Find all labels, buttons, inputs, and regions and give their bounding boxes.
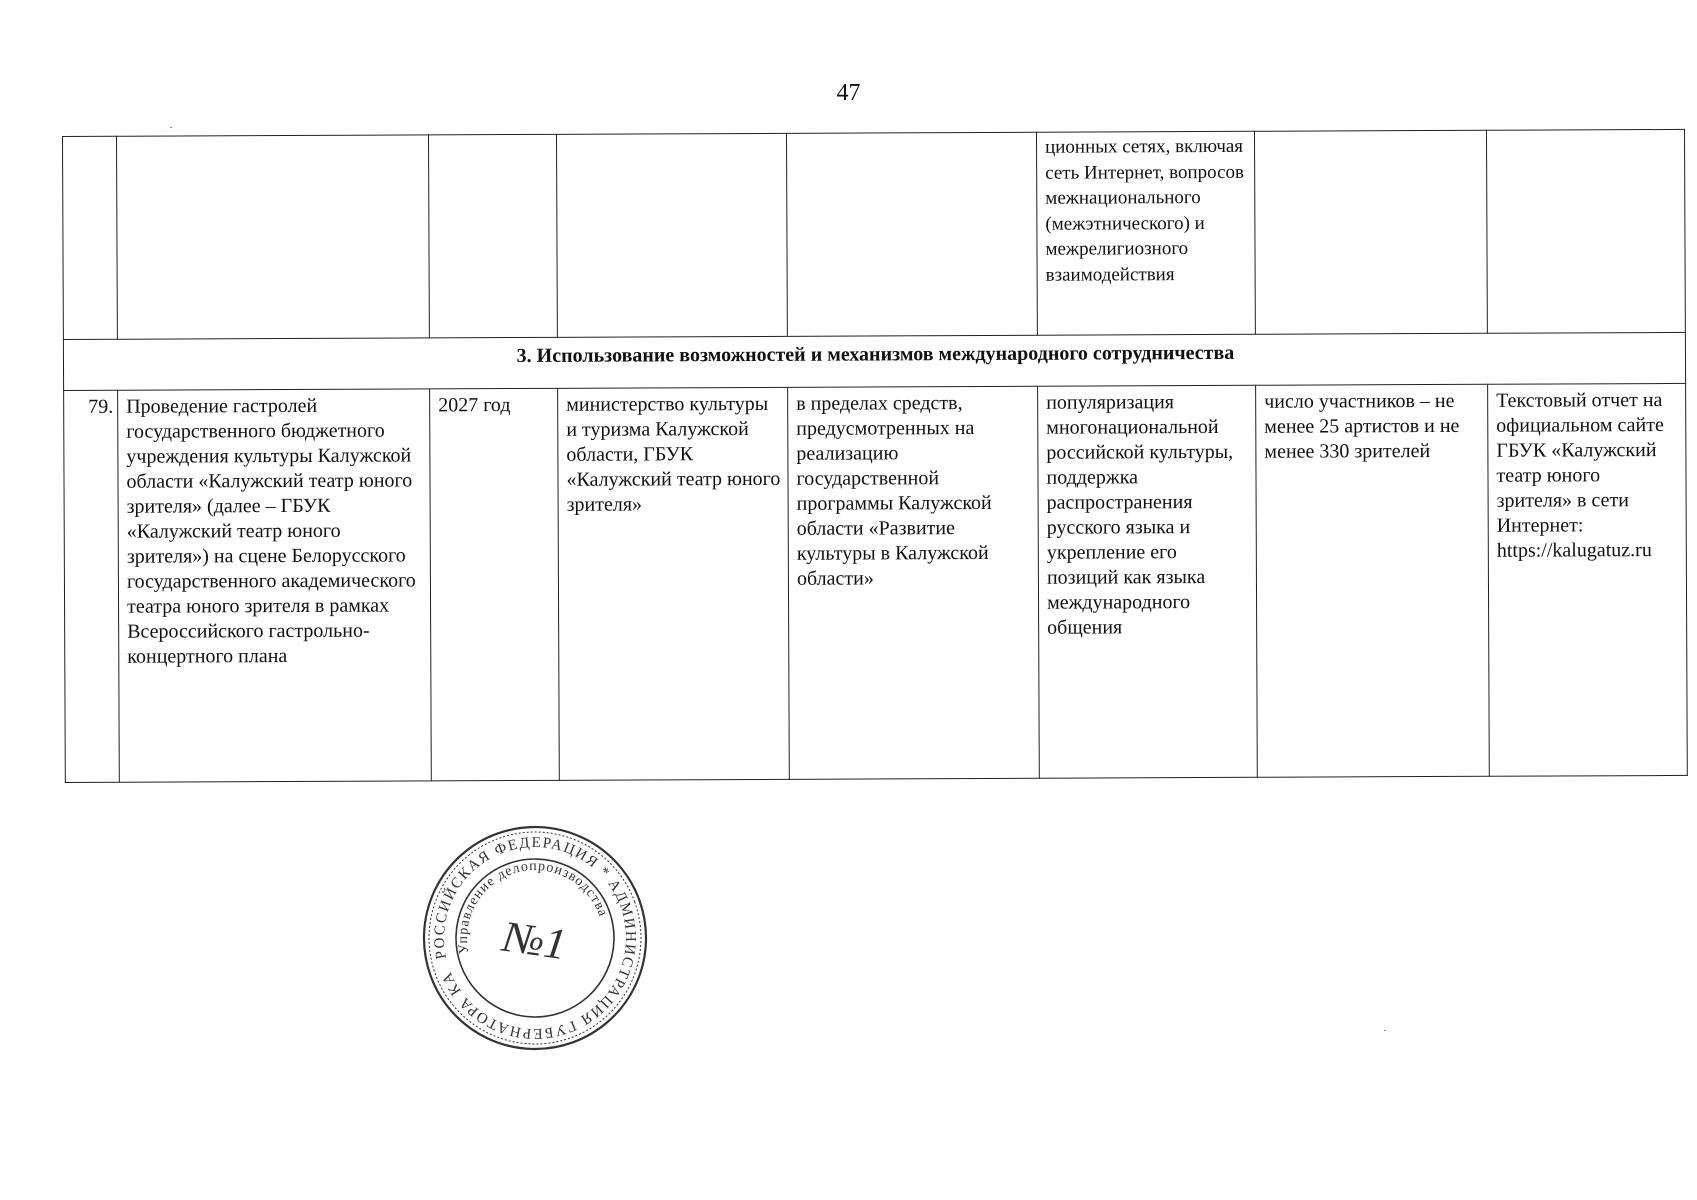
cell-indicators (1254, 130, 1487, 334)
cell-goal: популяризация многонациональной российской культуры, поддержка распространения русского языка и укрепление его позиций как языка международного общения (1038, 385, 1258, 778)
table-row-continuation (63, 129, 1686, 339)
cell-executors: министерство культуры и туризма Калужской области, ГБУК «Калужский театр юного зрителя» (558, 387, 790, 780)
cell-event: Проведение гастролей государственного бюджетного учреждения культуры Калужской области «Калужский театр юного зрителя» (далее – ГБУК «Калужский театр юного зрителя») на сцене Белорусского государственного академического театра юного зрителя в рамках Всероссийского гастрольно-концертного плана (118, 389, 432, 782)
scan-speck (1384, 1030, 1386, 1031)
cell-funding: в пределах средств, предусмотренных на реализацию государственной программы Калужской области «Развитие культуры в Калужской области» (788, 386, 1040, 779)
cell-funding (786, 132, 1037, 336)
cell-report (1486, 129, 1685, 333)
cell-num: 79. (64, 390, 120, 782)
cell-goal: ционных сетях, включая сеть Интернет, вопросов межнационального (межэтнического) и межрелигиозного взаимодействия (1036, 131, 1255, 335)
svg-text:РОССИЙСКАЯ ФЕДЕРАЦИЯ * АДМИНИС: РОССИЙСКАЯ ФЕДЕРАЦИЯ * АДМИНИСТРАЦИЯ ГУБЕРНАТОРА КАЛУЖСКОЙ (431, 834, 639, 1042)
cell-report: Текстовый отчет на официальном сайте ГБУК «Калужский театр юного зрителя» в сети Интернет: https://kalugatuz.ru (1488, 383, 1688, 776)
cell-event (117, 135, 430, 339)
scan-speck (170, 127, 172, 128)
plan-table (62, 129, 1688, 783)
svg-text:№1: №1 (499, 911, 570, 970)
page-number: 47 (836, 80, 861, 106)
section-header-row (63, 332, 1685, 390)
cell-period: 2027 год (430, 388, 560, 781)
cell-period (428, 134, 557, 338)
table-row (64, 383, 1688, 782)
cell-executors (556, 133, 787, 337)
cell-num (63, 136, 118, 339)
section-title: 3. Использование возможностей и механизмов международного сотрудничества (63, 332, 1685, 390)
svg-text:Управление делопроизводства: Управление делопроизводства (455, 858, 611, 955)
cell-indicators: число участников – не менее 25 артистов и не менее 330 зрителей (1256, 384, 1490, 777)
official-seal (420, 823, 650, 1053)
